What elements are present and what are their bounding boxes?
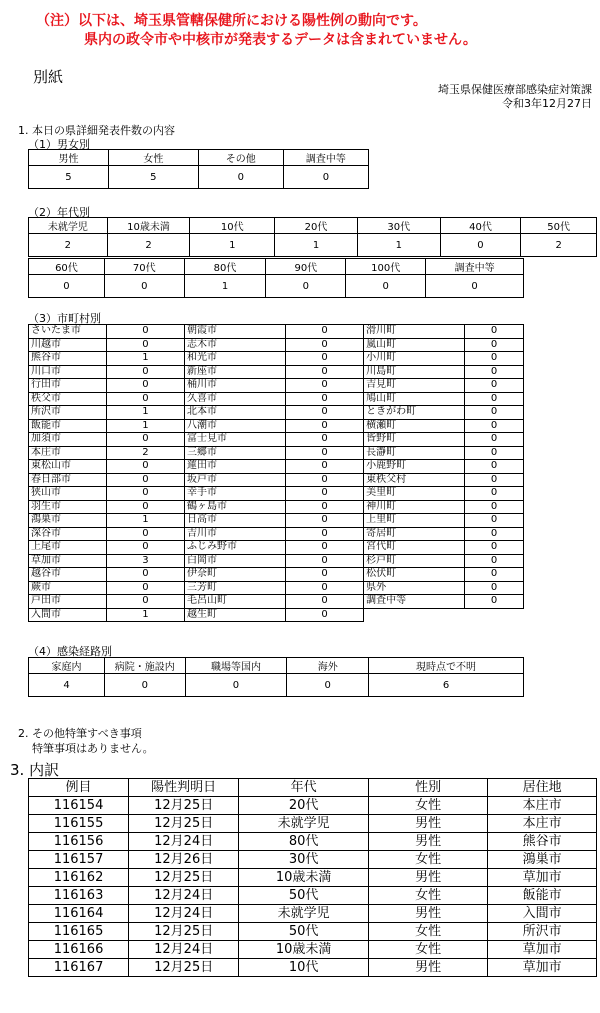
city-name-cell: 坂戸市 bbox=[185, 473, 286, 487]
breakdown-cell: 116163 bbox=[29, 887, 129, 905]
age-title: （2）年代別 bbox=[28, 206, 90, 219]
breakdown-cell: 116162 bbox=[29, 869, 129, 887]
section3-title: 3. 内訳 bbox=[10, 761, 60, 779]
breakdown-cell: 116167 bbox=[29, 959, 129, 977]
city-name-cell: 加須市 bbox=[29, 433, 107, 447]
city-name-cell: 新座市 bbox=[185, 365, 286, 379]
city-name-cell: 小鹿野町 bbox=[364, 460, 465, 474]
gender-value-cell: 0 bbox=[198, 166, 283, 189]
city-name-cell: 朝霞市 bbox=[185, 325, 286, 339]
city-name-cell: 鶴ヶ島市 bbox=[185, 500, 286, 514]
city-count-cell: 0 bbox=[465, 473, 524, 487]
city-name-cell: 鴻巣市 bbox=[29, 514, 107, 528]
route-header-cell: 家庭内 bbox=[29, 658, 105, 674]
breakdown-cell: 12月25日 bbox=[129, 797, 239, 815]
city-name-cell: 行田市 bbox=[29, 379, 107, 393]
city-count-cell: 2 bbox=[106, 446, 184, 460]
breakdown-cell: 10歳未満 bbox=[239, 869, 369, 887]
gender-table bbox=[28, 149, 369, 189]
city-count-cell: 0 bbox=[465, 500, 524, 514]
route-value-cell: 0 bbox=[287, 674, 369, 697]
city-count-cell: 0 bbox=[106, 595, 184, 609]
age-value-cell: 2 bbox=[107, 234, 190, 257]
city-name-cell: 県外 bbox=[364, 581, 465, 595]
breakdown-cell: 12月25日 bbox=[129, 869, 239, 887]
city-name-cell: 深谷市 bbox=[29, 527, 107, 541]
age-value-cell: 0 bbox=[440, 234, 521, 257]
age-value-cell: 0 bbox=[346, 275, 426, 298]
city-name-cell: 熊谷市 bbox=[29, 352, 107, 366]
city-count-cell: 0 bbox=[106, 527, 184, 541]
city-name-cell: 志木市 bbox=[185, 338, 286, 352]
city-count-cell: 0 bbox=[465, 379, 524, 393]
city-count-cell: 0 bbox=[286, 379, 364, 393]
city-row bbox=[29, 338, 524, 352]
breakdown-header-cell: 居住地 bbox=[488, 779, 597, 797]
city-name-cell: 入間市 bbox=[29, 608, 107, 622]
city-count-cell: 0 bbox=[286, 473, 364, 487]
city-name-cell: 幸手市 bbox=[185, 487, 286, 501]
city-name-cell: 越生町 bbox=[185, 608, 286, 622]
city-row bbox=[29, 514, 524, 528]
city-name-cell: 三芳町 bbox=[185, 581, 286, 595]
city-count-cell: 0 bbox=[465, 541, 524, 555]
city-count-cell: 1 bbox=[106, 406, 184, 420]
city-count-cell: 0 bbox=[465, 365, 524, 379]
gender-title: （1）男女別 bbox=[28, 138, 90, 151]
breakdown-cell: 女性 bbox=[368, 923, 487, 941]
city-count-cell: 0 bbox=[106, 487, 184, 501]
city-count-cell: 0 bbox=[286, 500, 364, 514]
age-table-row2 bbox=[28, 258, 524, 298]
city-name-cell: 吉見町 bbox=[364, 379, 465, 393]
city-count-cell: 0 bbox=[286, 460, 364, 474]
attachment-label: 別紙 bbox=[33, 68, 64, 86]
breakdown-cell: 男性 bbox=[368, 905, 487, 923]
breakdown-cell: 鴻巣市 bbox=[488, 851, 597, 869]
city-name-cell: 上尾市 bbox=[29, 541, 107, 555]
city-name-cell: 蓮田市 bbox=[185, 460, 286, 474]
age-value-cell: 1 bbox=[184, 275, 266, 298]
city-count-cell: 0 bbox=[465, 446, 524, 460]
notice-line-2: 県内の政令市や中核市が発表するデータは含まれていません。 bbox=[84, 32, 477, 48]
breakdown-cell: 30代 bbox=[239, 851, 369, 869]
age-value-cell: 0 bbox=[426, 275, 524, 298]
city-table bbox=[28, 324, 524, 622]
city-name-cell: 嵐山町 bbox=[364, 338, 465, 352]
city-count-cell: 0 bbox=[465, 406, 524, 420]
breakdown-cell: 女性 bbox=[368, 797, 487, 815]
city-count-cell: 1 bbox=[106, 419, 184, 433]
city-name-cell: 滑川町 bbox=[364, 325, 465, 339]
city-name-cell: 富士見市 bbox=[185, 433, 286, 447]
city-count-cell: 0 bbox=[286, 338, 364, 352]
city-count-cell: 0 bbox=[106, 568, 184, 582]
breakdown-cell: 12月25日 bbox=[129, 815, 239, 833]
breakdown-cell: 12月25日 bbox=[129, 959, 239, 977]
city-count-cell: 0 bbox=[286, 352, 364, 366]
breakdown-cell: 男性 bbox=[368, 815, 487, 833]
city-name-cell: 毛呂山町 bbox=[185, 595, 286, 609]
city-name-cell: 羽生市 bbox=[29, 500, 107, 514]
section2-title: 2. その他特筆すべき事項 bbox=[18, 727, 142, 740]
city-name-cell: 調査中等 bbox=[364, 595, 465, 609]
city-count-cell: 0 bbox=[106, 365, 184, 379]
age-header-cell: 50代 bbox=[521, 218, 597, 234]
city-name-cell: 宮代町 bbox=[364, 541, 465, 555]
city-count-cell: 0 bbox=[465, 581, 524, 595]
age-value-cell: 1 bbox=[275, 234, 358, 257]
section1-title: 1. 本日の県詳細発表件数の内容 bbox=[18, 124, 175, 137]
city-row bbox=[29, 325, 524, 339]
city-row bbox=[29, 446, 524, 460]
city-count-cell: 0 bbox=[286, 446, 364, 460]
city-count-cell: 0 bbox=[286, 581, 364, 595]
age-header-cell: 10代 bbox=[190, 218, 275, 234]
breakdown-cell: 116166 bbox=[29, 941, 129, 959]
city-count-cell: 0 bbox=[465, 433, 524, 447]
city-row bbox=[29, 608, 524, 622]
city-name-cell: 杉戸町 bbox=[364, 554, 465, 568]
city-name-cell: 松伏町 bbox=[364, 568, 465, 582]
city-name-cell: 東松山市 bbox=[29, 460, 107, 474]
breakdown-cell: 男性 bbox=[368, 959, 487, 977]
city-count-cell: 0 bbox=[106, 473, 184, 487]
city-name-cell: 戸田市 bbox=[29, 595, 107, 609]
city-count-cell: 0 bbox=[286, 595, 364, 609]
breakdown-cell: 本庄市 bbox=[488, 797, 597, 815]
city-count-cell: 0 bbox=[286, 325, 364, 339]
age-value-cell: 1 bbox=[357, 234, 440, 257]
city-name-cell: 皆野町 bbox=[364, 433, 465, 447]
breakdown-cell: 116155 bbox=[29, 815, 129, 833]
city-count-cell: 0 bbox=[286, 406, 364, 420]
city-name-cell: 越谷市 bbox=[29, 568, 107, 582]
breakdown-cell: 116157 bbox=[29, 851, 129, 869]
city-title: （3）市町村別 bbox=[28, 312, 101, 325]
route-header-cell: 職場等国内 bbox=[185, 658, 287, 674]
city-name-cell: 本庄市 bbox=[29, 446, 107, 460]
city-count-cell: 0 bbox=[106, 460, 184, 474]
route-header-cell: 現時点で不明 bbox=[369, 658, 524, 674]
city-name-cell: 伊奈町 bbox=[185, 568, 286, 582]
age-header-cell: 30代 bbox=[357, 218, 440, 234]
breakdown-cell: 116164 bbox=[29, 905, 129, 923]
breakdown-header-cell: 性別 bbox=[368, 779, 487, 797]
city-row bbox=[29, 527, 524, 541]
breakdown-cell: 女性 bbox=[368, 887, 487, 905]
city-count-cell: 0 bbox=[286, 433, 364, 447]
age-header-cell: 20代 bbox=[275, 218, 358, 234]
city-name-cell: 横瀬町 bbox=[364, 419, 465, 433]
route-value-cell: 0 bbox=[185, 674, 287, 697]
gender-header-cell: 男性 bbox=[29, 150, 109, 166]
city-count-cell: 0 bbox=[106, 379, 184, 393]
age-header-cell: 60代 bbox=[29, 259, 105, 275]
city-count-cell: 0 bbox=[106, 338, 184, 352]
city-name-cell: 久喜市 bbox=[185, 392, 286, 406]
city-count-cell: 0 bbox=[465, 352, 524, 366]
city-name-cell: 春日部市 bbox=[29, 473, 107, 487]
breakdown-cell: 12月24日 bbox=[129, 905, 239, 923]
city-count-cell: 0 bbox=[106, 581, 184, 595]
gender-header-cell: その他 bbox=[198, 150, 283, 166]
issue-date: 令和3年12月27日 bbox=[502, 97, 592, 110]
city-name-cell: 草加市 bbox=[29, 554, 107, 568]
breakdown-cell: 未就学児 bbox=[239, 905, 369, 923]
breakdown-cell: 50代 bbox=[239, 923, 369, 941]
breakdown-cell: 草加市 bbox=[488, 941, 597, 959]
city-count-cell: 0 bbox=[286, 554, 364, 568]
city-row bbox=[29, 554, 524, 568]
city-name-cell: 神川町 bbox=[364, 500, 465, 514]
city-name-cell: 川口市 bbox=[29, 365, 107, 379]
age-header-cell: 100代 bbox=[346, 259, 426, 275]
breakdown-cell: 本庄市 bbox=[488, 815, 597, 833]
city-count-cell: 0 bbox=[465, 392, 524, 406]
city-count-cell: 0 bbox=[286, 487, 364, 501]
city-count-cell: 0 bbox=[465, 568, 524, 582]
gender-header-cell: 女性 bbox=[108, 150, 198, 166]
breakdown-cell: 女性 bbox=[368, 851, 487, 869]
breakdown-cell: 10代 bbox=[239, 959, 369, 977]
city-name-cell: 和光市 bbox=[185, 352, 286, 366]
city-name-cell: 所沢市 bbox=[29, 406, 107, 420]
route-value-cell: 0 bbox=[105, 674, 186, 697]
breakdown-row bbox=[29, 941, 597, 959]
city-name-cell: 狭山市 bbox=[29, 487, 107, 501]
city-name-cell: さいたま市 bbox=[29, 325, 107, 339]
city-row bbox=[29, 460, 524, 474]
city-row bbox=[29, 419, 524, 433]
city-name-cell: 日高市 bbox=[185, 514, 286, 528]
age-value-cell: 2 bbox=[521, 234, 597, 257]
city-count-cell: 1 bbox=[106, 352, 184, 366]
city-count-cell: 0 bbox=[465, 595, 524, 609]
city-name-cell: 東秩父村 bbox=[364, 473, 465, 487]
city-row bbox=[29, 500, 524, 514]
breakdown-row bbox=[29, 959, 597, 977]
city-count-cell: 0 bbox=[286, 608, 364, 622]
breakdown-cell: 未就学児 bbox=[239, 815, 369, 833]
breakdown-table bbox=[28, 778, 597, 977]
city-name-cell: 三郷市 bbox=[185, 446, 286, 460]
gender-value-cell: 5 bbox=[108, 166, 198, 189]
city-row bbox=[29, 595, 524, 609]
city-name-cell: 桶川市 bbox=[185, 379, 286, 393]
city-row bbox=[29, 379, 524, 393]
section2-body: 特筆事項はありません。 bbox=[32, 742, 154, 755]
age-value-cell: 2 bbox=[29, 234, 108, 257]
breakdown-row bbox=[29, 851, 597, 869]
city-count-cell: 0 bbox=[465, 514, 524, 528]
city-count-cell: 0 bbox=[286, 392, 364, 406]
breakdown-cell: 男性 bbox=[368, 833, 487, 851]
city-row bbox=[29, 473, 524, 487]
breakdown-cell: 入間市 bbox=[488, 905, 597, 923]
gender-header-cell: 調査中等 bbox=[283, 150, 368, 166]
breakdown-cell: 12月24日 bbox=[129, 941, 239, 959]
city-row bbox=[29, 365, 524, 379]
age-value-cell: 1 bbox=[190, 234, 275, 257]
breakdown-cell: 12月24日 bbox=[129, 833, 239, 851]
city-count-cell: 0 bbox=[465, 460, 524, 474]
city-count-cell: 0 bbox=[465, 527, 524, 541]
city-name-cell: 寄居町 bbox=[364, 527, 465, 541]
age-value-cell: 0 bbox=[29, 275, 105, 298]
city-name-cell: 蕨市 bbox=[29, 581, 107, 595]
city-count-cell: 1 bbox=[106, 514, 184, 528]
breakdown-cell: 12月25日 bbox=[129, 923, 239, 941]
city-count-cell: 0 bbox=[286, 419, 364, 433]
breakdown-cell: 116154 bbox=[29, 797, 129, 815]
breakdown-row bbox=[29, 923, 597, 941]
route-value-cell: 4 bbox=[29, 674, 105, 697]
breakdown-cell: 116165 bbox=[29, 923, 129, 941]
breakdown-row bbox=[29, 815, 597, 833]
city-count-cell: 0 bbox=[465, 338, 524, 352]
city-count-cell: 0 bbox=[465, 554, 524, 568]
city-count-cell: 1 bbox=[106, 608, 184, 622]
city-row bbox=[29, 487, 524, 501]
city-count-cell: 0 bbox=[465, 325, 524, 339]
city-count-cell: 0 bbox=[465, 419, 524, 433]
breakdown-row bbox=[29, 797, 597, 815]
gender-value-cell: 5 bbox=[29, 166, 109, 189]
city-count-cell: 0 bbox=[286, 514, 364, 528]
city-count-cell: 0 bbox=[286, 527, 364, 541]
city-count-cell: 3 bbox=[106, 554, 184, 568]
breakdown-row bbox=[29, 833, 597, 851]
city-name-cell: 鳩山町 bbox=[364, 392, 465, 406]
city-count-cell: 0 bbox=[106, 325, 184, 339]
city-name-cell: 小川町 bbox=[364, 352, 465, 366]
city-row bbox=[29, 392, 524, 406]
age-header-cell: 80代 bbox=[184, 259, 266, 275]
breakdown-cell: 80代 bbox=[239, 833, 369, 851]
city-name-cell: 吉川市 bbox=[185, 527, 286, 541]
route-header-cell: 病院・施設内 bbox=[105, 658, 186, 674]
city-count-cell: 0 bbox=[106, 500, 184, 514]
age-header-cell: 10歳未満 bbox=[107, 218, 190, 234]
age-header-cell: 90代 bbox=[266, 259, 346, 275]
breakdown-header-cell: 陽性判明日 bbox=[129, 779, 239, 797]
city-name-cell: 美里町 bbox=[364, 487, 465, 501]
city-name-cell: ときがわ町 bbox=[364, 406, 465, 420]
city-row bbox=[29, 568, 524, 582]
breakdown-cell: 飯能市 bbox=[488, 887, 597, 905]
gender-value-cell: 0 bbox=[283, 166, 368, 189]
city-row bbox=[29, 541, 524, 555]
notice-line-1: （注）以下は、埼玉県管轄保健所における陽性例の動向です。 bbox=[36, 13, 427, 29]
breakdown-cell: 草加市 bbox=[488, 869, 597, 887]
city-name-cell: 八潮市 bbox=[185, 419, 286, 433]
breakdown-row bbox=[29, 869, 597, 887]
city-count-cell: 0 bbox=[286, 365, 364, 379]
city-row bbox=[29, 352, 524, 366]
issuer: 埼玉県保健医療部感染症対策課 bbox=[438, 83, 592, 96]
city-count-cell: 0 bbox=[286, 568, 364, 582]
city-row bbox=[29, 581, 524, 595]
city-name-cell: 上里町 bbox=[364, 514, 465, 528]
city-row bbox=[29, 406, 524, 420]
breakdown-cell: 熊谷市 bbox=[488, 833, 597, 851]
breakdown-cell: 12月26日 bbox=[129, 851, 239, 869]
breakdown-cell: 50代 bbox=[239, 887, 369, 905]
age-value-cell: 0 bbox=[266, 275, 346, 298]
age-header-cell: 40代 bbox=[440, 218, 521, 234]
city-count-cell: 0 bbox=[106, 541, 184, 555]
route-header-cell: 海外 bbox=[287, 658, 369, 674]
city-count-cell: 0 bbox=[106, 433, 184, 447]
breakdown-cell: 男性 bbox=[368, 869, 487, 887]
city-name-cell: 秩父市 bbox=[29, 392, 107, 406]
breakdown-cell: 10歳未満 bbox=[239, 941, 369, 959]
city-count-cell: 0 bbox=[465, 487, 524, 501]
route-value-cell: 6 bbox=[369, 674, 524, 697]
age-value-cell: 0 bbox=[104, 275, 184, 298]
breakdown-header-cell: 例目 bbox=[29, 779, 129, 797]
age-table-row1 bbox=[28, 217, 597, 257]
route-table bbox=[28, 657, 524, 697]
breakdown-cell: 女性 bbox=[368, 941, 487, 959]
city-name-cell: 長瀞町 bbox=[364, 446, 465, 460]
city-name-cell: 飯能市 bbox=[29, 419, 107, 433]
breakdown-cell: 20代 bbox=[239, 797, 369, 815]
city-name-cell: 北本市 bbox=[185, 406, 286, 420]
city-name-cell: 川越市 bbox=[29, 338, 107, 352]
age-header-cell: 未就学児 bbox=[29, 218, 108, 234]
city-count-cell: 0 bbox=[286, 541, 364, 555]
route-title: （4）感染経路別 bbox=[28, 645, 112, 658]
city-name-cell: ふじみ野市 bbox=[185, 541, 286, 555]
city-name-cell: 白岡市 bbox=[185, 554, 286, 568]
city-count-cell: 0 bbox=[106, 392, 184, 406]
breakdown-row bbox=[29, 905, 597, 923]
breakdown-row bbox=[29, 887, 597, 905]
breakdown-cell: 草加市 bbox=[488, 959, 597, 977]
age-header-cell: 70代 bbox=[104, 259, 184, 275]
breakdown-header-cell: 年代 bbox=[239, 779, 369, 797]
city-row bbox=[29, 433, 524, 447]
breakdown-cell: 116156 bbox=[29, 833, 129, 851]
age-header-cell: 調査中等 bbox=[426, 259, 524, 275]
city-name-cell: 川島町 bbox=[364, 365, 465, 379]
breakdown-cell: 所沢市 bbox=[488, 923, 597, 941]
breakdown-cell: 12月24日 bbox=[129, 887, 239, 905]
